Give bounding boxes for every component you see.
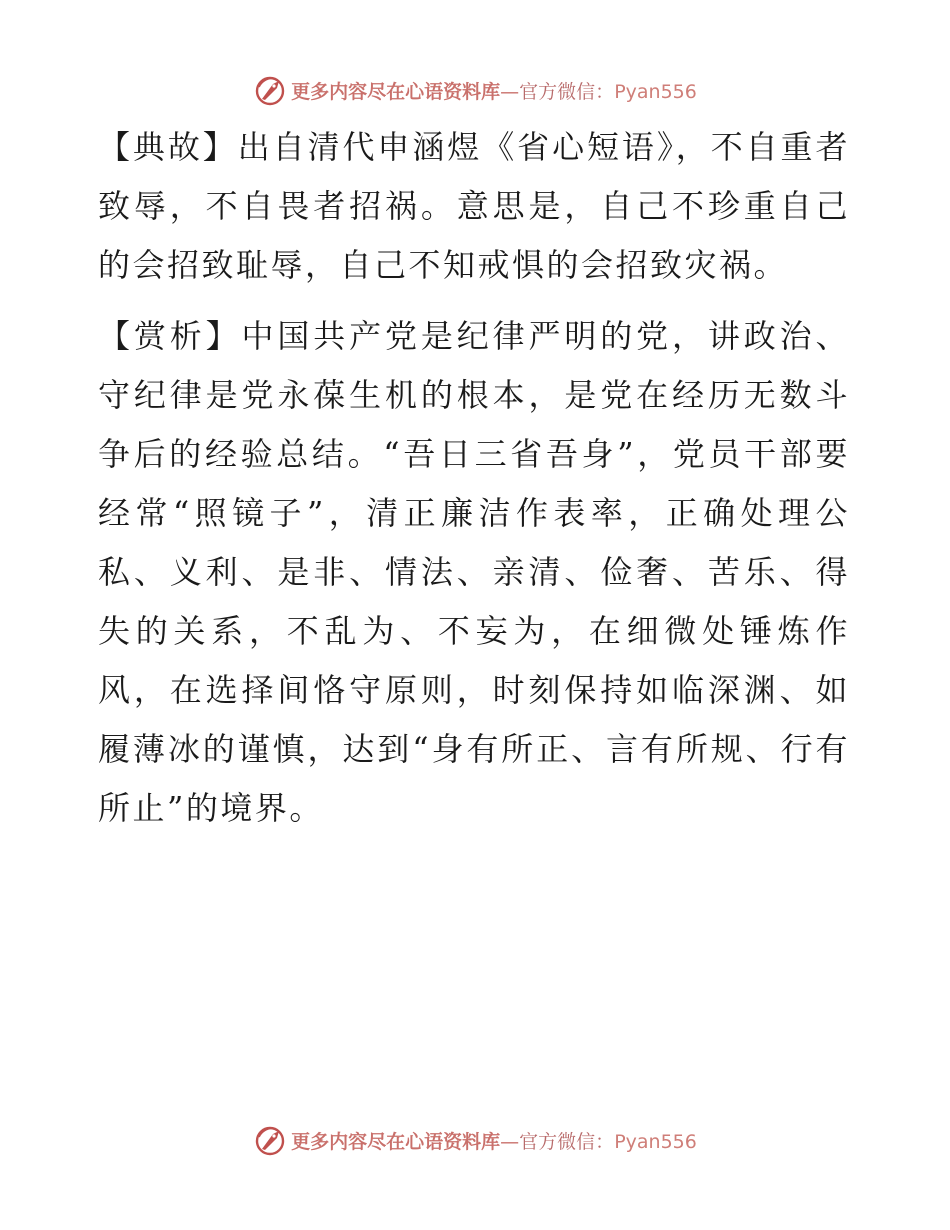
footer-banner xyxy=(0,1120,950,1160)
header-dash: — xyxy=(500,80,520,103)
header-site-text: 更多内容尽在心语资料库 xyxy=(291,80,501,103)
footer-banner-text xyxy=(291,1127,697,1154)
header-wechat-id: Pyan556 xyxy=(614,80,697,103)
header-banner-inner xyxy=(253,73,697,107)
header-banner xyxy=(0,70,950,110)
footer-wechat-label: 官方微信： xyxy=(519,1130,615,1153)
footer-banner-inner xyxy=(253,1123,697,1157)
pen-nib-logo-icon xyxy=(253,1123,287,1157)
paragraph-allusion: 【典故】出自清代申涵煜《省心短语》，不自重者致辱，不自畏者招祸。意思是，自己不珍重自己的会招致耻辱，自己不知戒惧的会招致灾祸。 xyxy=(98,128,850,284)
footer-site-text: 更多内容尽在心语资料库 xyxy=(291,1130,501,1153)
article-body xyxy=(98,118,850,838)
footer-dash: — xyxy=(500,1130,520,1153)
header-banner-text xyxy=(291,77,697,104)
header-wechat-label: 官方微信： xyxy=(519,80,615,103)
pen-nib-logo-icon xyxy=(253,73,287,107)
paragraph-appreciation: 【赏析】中国共产党是纪律严明的党，讲政治、守纪律是党永葆生机的根本，是党在经历无数斗争后的经验总结。“吾日三省吾身”，党员干部要经常“照镜子”，清正廉洁作表率，正确处理公私、义利、是非、情法、亲清、俭奢、苦乐、得失的关系，不乱为、不妄为，在细微处锤炼作风，在选择间恪守原则，时刻保持如临深渊、如履薄冰的谨慎，达到“身有所正、言有所规、行有所止”的境界。 xyxy=(98,317,850,827)
footer-wechat-id: Pyan556 xyxy=(614,1130,697,1153)
